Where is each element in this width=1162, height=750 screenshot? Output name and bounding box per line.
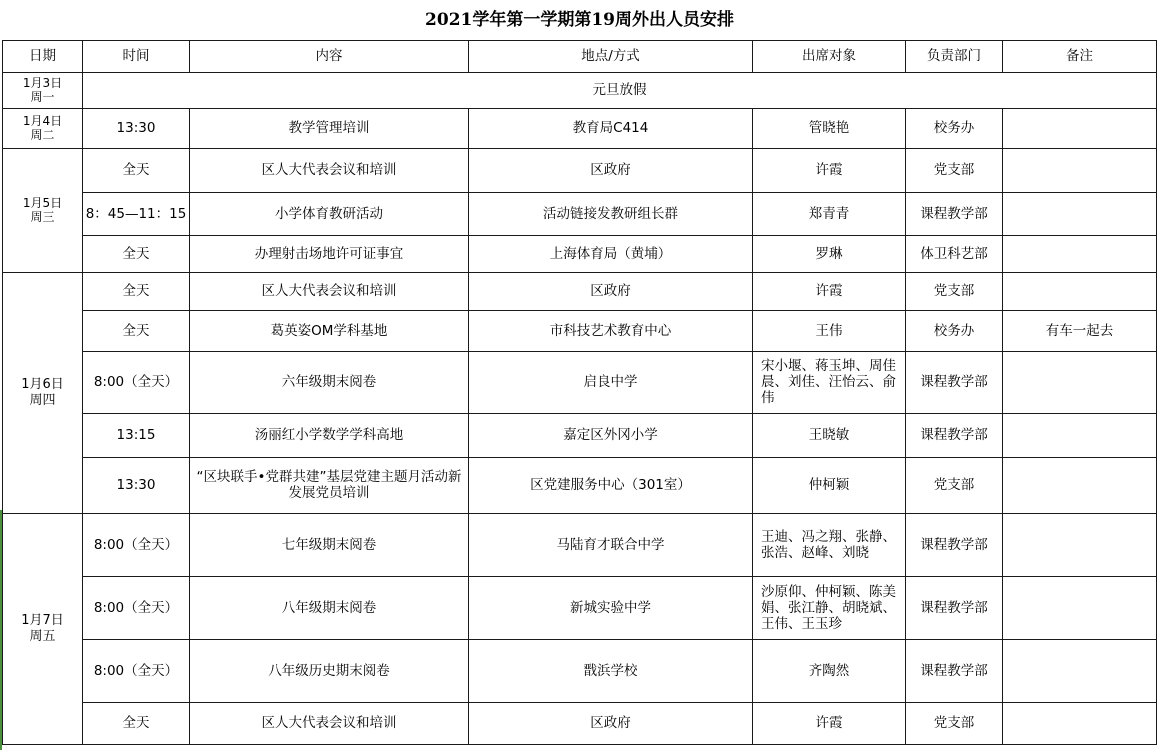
time-cell[interactable]: 全天 xyxy=(83,702,190,744)
table-row xyxy=(3,72,1157,108)
place-cell[interactable]: 启良中学 xyxy=(469,351,753,413)
place-cell[interactable]: 嘉定区外冈小学 xyxy=(469,413,753,457)
dept-cell[interactable]: 课程教学部 xyxy=(906,192,1003,235)
place-cell[interactable]: 市科技艺术教育中心 xyxy=(469,310,753,351)
weekday-label: 周一 xyxy=(30,90,55,104)
table-row xyxy=(3,576,1157,639)
place-cell[interactable]: 上海体育局（黄埔） xyxy=(469,235,753,272)
attendees-cell[interactable]: 管晓艳 xyxy=(753,108,906,148)
note-cell[interactable] xyxy=(1003,148,1157,192)
content-cell[interactable]: 八年级历史期末阅卷 xyxy=(190,639,469,702)
date-label: 1月5日 xyxy=(22,196,63,210)
attendees-cell[interactable]: 仲柯颖 xyxy=(753,457,906,513)
table-row xyxy=(3,235,1157,272)
time-cell[interactable]: 8:00（全天） xyxy=(83,351,190,413)
content-cell[interactable]: 葛英姿OM学科基地 xyxy=(190,310,469,351)
time-cell[interactable]: 13:30 xyxy=(83,108,190,148)
dept-cell[interactable]: 课程教学部 xyxy=(906,576,1003,639)
note-cell[interactable]: 有车一起去 xyxy=(1003,310,1157,351)
attendees-cell[interactable]: 宋小堰、蒋玉坤、周佳晨、刘佳、汪怡云、俞伟 xyxy=(753,351,906,413)
table-row xyxy=(3,192,1157,235)
place-cell[interactable]: 戬浜学校 xyxy=(469,639,753,702)
content-cell[interactable]: 八年级期末阅卷 xyxy=(190,576,469,639)
header-place[interactable]: 地点/方式 xyxy=(469,40,753,72)
weekday-label: 周四 xyxy=(29,392,56,408)
place-cell[interactable]: 区党建服务中心（301室） xyxy=(469,457,753,513)
dept-cell[interactable]: 党支部 xyxy=(906,457,1003,513)
table-row xyxy=(3,702,1157,744)
header-date[interactable]: 日期 xyxy=(3,40,83,72)
attendees-cell[interactable]: 齐陶然 xyxy=(753,639,906,702)
date-label: 1月3日 xyxy=(22,76,63,90)
dept-cell[interactable]: 课程教学部 xyxy=(906,413,1003,457)
note-cell[interactable] xyxy=(1003,702,1157,744)
attendees-cell[interactable]: 王晓敏 xyxy=(753,413,906,457)
page-title: 2021学年第一学期第19周外出人员安排 xyxy=(3,0,1157,40)
content-cell[interactable]: 汤丽红小学数学学科高地 xyxy=(190,413,469,457)
table-row xyxy=(3,310,1157,351)
note-cell[interactable] xyxy=(1003,639,1157,702)
content-cell[interactable]: 教学管理培训 xyxy=(190,108,469,148)
dept-cell[interactable]: 校务办 xyxy=(906,310,1003,351)
note-cell[interactable] xyxy=(1003,108,1157,148)
attendees-cell[interactable]: 王迪、冯之翔、张静、张浩、赵峰、刘晓 xyxy=(753,513,906,576)
note-cell[interactable] xyxy=(1003,413,1157,457)
content-cell[interactable]: “区块联手•党群共建”基层党建主题月活动新发展党员培训 xyxy=(190,457,469,513)
dept-cell[interactable]: 党支部 xyxy=(906,148,1003,192)
note-cell[interactable] xyxy=(1003,192,1157,235)
place-cell[interactable]: 区政府 xyxy=(469,702,753,744)
header-note[interactable]: 备注 xyxy=(1003,40,1157,72)
time-cell[interactable]: 13:15 xyxy=(83,413,190,457)
note-cell[interactable] xyxy=(1003,513,1157,576)
place-cell[interactable]: 区政府 xyxy=(469,272,753,310)
table-row xyxy=(3,108,1157,148)
attendees-cell[interactable]: 许霞 xyxy=(753,702,906,744)
date-cell[interactable] xyxy=(3,72,83,108)
content-cell[interactable]: 区人大代表会议和培训 xyxy=(190,148,469,192)
dept-cell[interactable]: 课程教学部 xyxy=(906,351,1003,413)
date-cell[interactable] xyxy=(3,148,83,272)
time-cell[interactable]: 全天 xyxy=(83,272,190,310)
weekday-label: 周三 xyxy=(30,210,55,224)
time-cell[interactable]: 8:00（全天） xyxy=(83,639,190,702)
time-cell[interactable]: 8：45—11：15 xyxy=(83,192,190,235)
dept-cell[interactable]: 课程教学部 xyxy=(906,639,1003,702)
table-row xyxy=(3,272,1157,310)
time-cell[interactable]: 全天 xyxy=(83,148,190,192)
date-cell[interactable] xyxy=(3,272,83,513)
note-cell[interactable] xyxy=(1003,457,1157,513)
time-cell[interactable]: 8:00（全天） xyxy=(83,576,190,639)
dept-cell[interactable]: 校务办 xyxy=(906,108,1003,148)
dept-cell[interactable]: 党支部 xyxy=(906,272,1003,310)
note-cell[interactable] xyxy=(1003,576,1157,639)
content-cell[interactable]: 区人大代表会议和培训 xyxy=(190,272,469,310)
date-label: 1月7日 xyxy=(21,612,64,628)
note-cell[interactable] xyxy=(1003,272,1157,310)
time-cell[interactable]: 8:00（全天） xyxy=(83,513,190,576)
attendees-cell[interactable]: 王伟 xyxy=(753,310,906,351)
note-cell[interactable] xyxy=(1003,351,1157,413)
table-row xyxy=(3,513,1157,576)
header-dept[interactable]: 负责部门 xyxy=(906,40,1003,72)
content-cell[interactable]: 小学体育教研活动 xyxy=(190,192,469,235)
weekday-label: 周二 xyxy=(30,128,55,142)
place-cell[interactable]: 马陆育才联合中学 xyxy=(469,513,753,576)
header-time[interactable]: 时间 xyxy=(83,40,190,72)
note-cell[interactable] xyxy=(1003,235,1157,272)
dept-cell[interactable]: 课程教学部 xyxy=(906,513,1003,576)
weekday-label: 周五 xyxy=(29,628,56,644)
attendees-cell[interactable]: 郑青青 xyxy=(753,192,906,235)
place-cell[interactable]: 教育局C414 xyxy=(469,108,753,148)
date-label: 1月6日 xyxy=(21,376,64,392)
row-header-edge xyxy=(0,510,2,750)
content-cell[interactable]: 办理射击场地许可证事宜 xyxy=(190,235,469,272)
dept-cell[interactable]: 党支部 xyxy=(906,702,1003,744)
date-cell[interactable] xyxy=(3,108,83,148)
content-cell[interactable]: 六年级期末阅卷 xyxy=(190,351,469,413)
place-cell[interactable]: 活动链接发教研组长群 xyxy=(469,192,753,235)
table-row xyxy=(3,639,1157,702)
schedule-table xyxy=(2,0,1157,745)
content-cell[interactable]: 区人大代表会议和培训 xyxy=(190,702,469,744)
header-row xyxy=(3,40,1157,72)
table-row xyxy=(3,148,1157,192)
place-cell[interactable]: 区政府 xyxy=(469,148,753,192)
table-row xyxy=(3,413,1157,457)
date-label: 1月4日 xyxy=(22,114,63,128)
table-row xyxy=(3,457,1157,513)
time-cell[interactable]: 全天 xyxy=(83,235,190,272)
attendees-cell[interactable]: 沙原仰、仲柯颖、陈美娟、张江静、胡晓斌、王伟、王玉珍 xyxy=(753,576,906,639)
time-cell[interactable]: 全天 xyxy=(83,310,190,351)
holiday-cell[interactable]: 元旦放假 xyxy=(83,72,1157,108)
header-content[interactable]: 内容 xyxy=(190,40,469,72)
attendees-cell[interactable]: 罗琳 xyxy=(753,235,906,272)
date-cell[interactable] xyxy=(3,513,83,744)
dept-cell[interactable]: 体卫科艺部 xyxy=(906,235,1003,272)
content-cell[interactable]: 七年级期末阅卷 xyxy=(190,513,469,576)
place-cell[interactable]: 新城实验中学 xyxy=(469,576,753,639)
attendees-cell[interactable]: 许霞 xyxy=(753,148,906,192)
time-cell[interactable]: 13:30 xyxy=(83,457,190,513)
header-attendees[interactable]: 出席对象 xyxy=(753,40,906,72)
table-row xyxy=(3,351,1157,413)
attendees-cell[interactable]: 许霞 xyxy=(753,272,906,310)
